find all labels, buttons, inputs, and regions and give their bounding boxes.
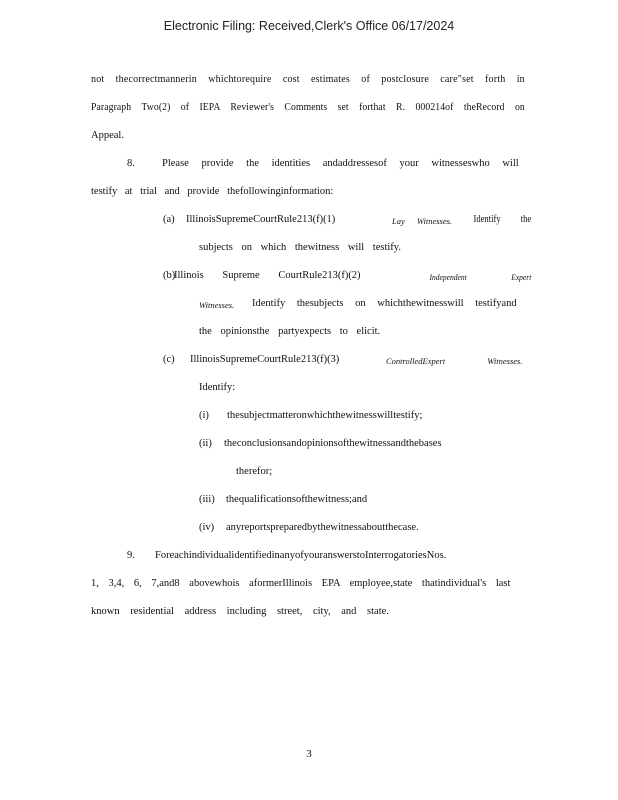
item-c-italic: ControlledExpert Witnesses. <box>386 356 523 366</box>
item-c-line-2: Identify: <box>199 382 236 393</box>
subitem-i-text: thesubjectmatteronwhichthewitnesswilltestify; <box>227 410 423 421</box>
subitem-ii-label: (ii) <box>199 438 212 449</box>
body-line-1: not thecorrectmannerin whichtorequire cost estimates of postclosure care"set forth in <box>91 74 525 85</box>
subitem-iii-label: (iii) <box>199 494 215 505</box>
paragraph-8-line-2: testify at trial and provide thefollowinginformation: <box>91 186 334 197</box>
body-line-2: Paragraph Two(2) of IEPA Reviewer's Comments set forthat R. 000214of theRecord on <box>91 102 525 113</box>
subitem-iii-text: thequalificationsofthewitness;and <box>226 494 368 505</box>
item-b-rest: Identify thesubjects on whichthewitnesswill testifyand <box>252 298 517 309</box>
subitem-iv-text: anyreportspreparedbythewitnessaboutthecase. <box>226 522 419 533</box>
page-number: 3 <box>306 748 312 760</box>
paragraph-8-number: 8. <box>127 158 135 169</box>
subitem-iv-label: (iv) <box>199 522 215 533</box>
item-b-italic-2: Witnesses. <box>199 300 235 310</box>
item-a-label: (a) <box>163 214 175 225</box>
filing-stamp-header: Electronic Filing: Received,Clerk's Office 06/17/2024 <box>163 19 455 33</box>
paragraph-8-line-1: Please provide the identities andaddressesof your witnesseswho will <box>162 158 519 169</box>
item-b-line-3: the opinionsthe partyexpects to elicit. <box>199 326 381 337</box>
subitem-ii-continued: therefor; <box>236 466 273 477</box>
item-c-label: (c) <box>163 354 175 365</box>
item-a-italic: Lay Witnesses. <box>392 216 453 226</box>
item-b-rule: Illinois Supreme CourtRule213(f)(2) <box>174 270 361 281</box>
item-b-italic-1: Independent Expert <box>429 272 532 282</box>
item-c-rule: IllinoisSupremeCourtRule213(f)(3) <box>190 354 340 365</box>
body-line-3: Appeal. <box>91 130 124 141</box>
paragraph-9-number: 9. <box>127 550 135 561</box>
paragraph-9-line-1: ForeachindividualidentifiedinanyofyouranswerstoInterrogatoriesNos. <box>155 550 447 561</box>
item-a-rest: Identify the <box>473 214 532 225</box>
item-a-rule: IllinoisSupremeCourtRule213(f)(1) <box>186 214 336 225</box>
subitem-ii-text: theconclusionsandopinionsofthewitnessandthebases <box>224 438 442 449</box>
paragraph-9-line-3: known residential address including street, city, and state. <box>91 606 389 617</box>
subitem-i-label: (i) <box>199 410 209 421</box>
paragraph-9-line-2: 1, 3,4, 6, 7,and8 abovewhois aformerIllinois EPA employee,state thatindividual's last <box>91 578 511 589</box>
item-b-label: (b) <box>163 270 176 281</box>
item-a-line-2: subjects on which thewitness will testify. <box>199 242 401 253</box>
